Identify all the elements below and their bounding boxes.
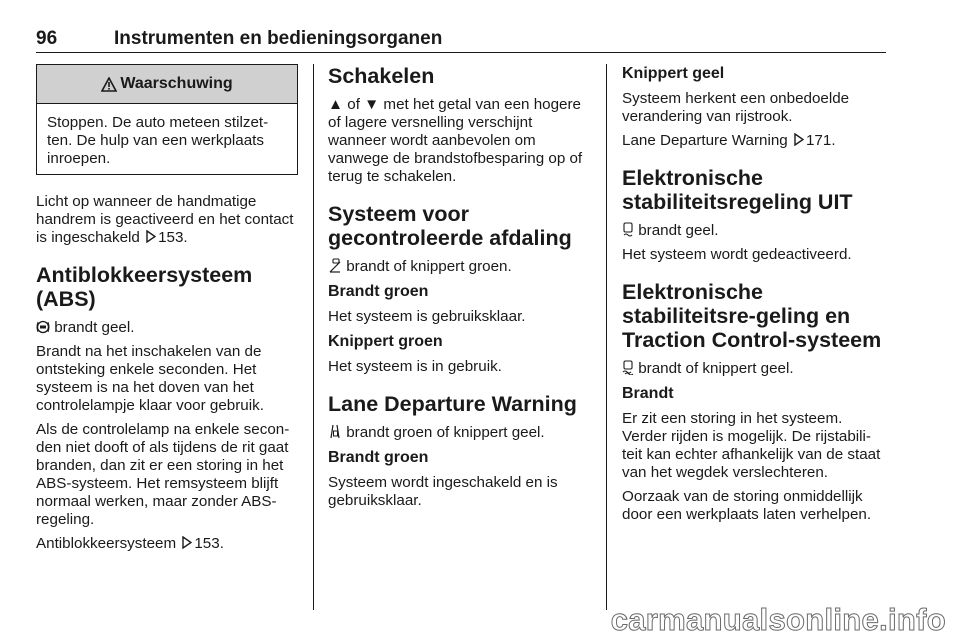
descent-active-text: Het systeem is in gebruik. bbox=[328, 358, 502, 375]
ldw-reference-paragraph bbox=[622, 132, 888, 150]
ldw-change-text: Systeem herkent een onbedoelde verandering van rijstrook. bbox=[622, 90, 850, 125]
warning-body bbox=[37, 104, 297, 174]
esc-off-lamp-text: brandt geel. bbox=[638, 222, 719, 239]
abs-lamp-paragraph bbox=[36, 319, 299, 337]
page-reference-icon bbox=[794, 133, 804, 146]
warning-box bbox=[36, 64, 298, 175]
esc-brandt-label: Brandt bbox=[622, 385, 674, 402]
schakelen-text: of ▼ met het getal van een hogere of lagere versnelling verschijnt wanneer wordt aanbevolen om vanwege de brandstofbesparing op of terug te schakelen. bbox=[328, 96, 583, 185]
warning-text: Stoppen. De auto meteen stilzet-ten. De hulp van een werkplaats inroepen. bbox=[47, 114, 269, 167]
schakelen-paragraph bbox=[328, 96, 593, 186]
shift-up-arrow-icon: ▲ bbox=[328, 96, 344, 113]
esc-traction-control-icon bbox=[622, 360, 634, 375]
ldw-reference: 171. bbox=[805, 132, 836, 149]
ldw-brandt-groen-label: Brandt groen bbox=[328, 449, 429, 466]
column-1 bbox=[36, 64, 299, 559]
descent-lamp-paragraph bbox=[328, 258, 593, 276]
watermark: carmanualsonline.info bbox=[610, 602, 946, 637]
ldw-lamp-text: brandt groen of knippert geel. bbox=[346, 424, 545, 441]
esc-off-lamp-paragraph bbox=[622, 222, 888, 240]
esc-repair-text: Oorzaak van de storing onmiddellijk door een werkplaats laten verhelpen. bbox=[622, 488, 872, 523]
column-divider bbox=[313, 64, 314, 610]
handbrake-paragraph bbox=[36, 193, 299, 247]
descent-on-text: Het systeem is gebruiksklaar. bbox=[328, 308, 526, 325]
hill-descent-icon bbox=[328, 258, 342, 273]
descent-knippert-groen-label: Knippert groen bbox=[328, 333, 443, 350]
warning-title: Waarschuwing bbox=[120, 75, 233, 92]
ldw-reference-text: Lane Departure Warning bbox=[622, 132, 788, 149]
ldw-knippert-geel-label: Knippert geel bbox=[622, 65, 725, 82]
running-title: Instrumenten en bedieningsorganen bbox=[114, 28, 443, 49]
abs-paragraph-2: Als de controlelamp na enkele secon-den niet dooft of als tijdens de rit gaat branden, dan zit er een storing in het ABS-systeem. Het remsysteem blijft normaal werken, maar zonder ABS-regeling. bbox=[36, 421, 290, 528]
column-3 bbox=[622, 64, 888, 530]
handbrake-reference: 153. bbox=[158, 229, 188, 246]
abs-heading: Antiblokkeersysteem (ABS) bbox=[36, 263, 253, 311]
esc-tc-lamp-text: brandt of knippert geel. bbox=[638, 360, 794, 377]
abs-reference-paragraph bbox=[36, 535, 299, 553]
handbrake-text: Licht op wanneer de handmatige handrem is geactiveerd en het contact is ingeschakeld bbox=[36, 193, 294, 246]
page-header bbox=[36, 28, 886, 53]
warning-triangle-icon bbox=[101, 77, 117, 92]
esc-off-heading: Elektronische stabiliteitsregeling UIT bbox=[622, 166, 853, 214]
ldw-heading: Lane Departure Warning bbox=[328, 392, 577, 416]
abs-paragraph-1: Brandt na het inschakelen van de ontsteking enkele seconden. Het systeem is na het doven van het controlelampje klaar voor gebruik. bbox=[36, 343, 264, 414]
schakelen-heading: Schakelen bbox=[328, 64, 435, 88]
column-2 bbox=[328, 64, 593, 516]
descent-heading: Systeem voor gecontroleerde afdaling bbox=[328, 202, 572, 250]
column-divider bbox=[606, 64, 607, 610]
descent-brandt-groen-label: Brandt groen bbox=[328, 283, 429, 300]
abs-reference: 153. bbox=[194, 535, 224, 552]
lane-departure-icon bbox=[328, 424, 342, 439]
descent-lamp-text: brandt of knippert groen. bbox=[346, 258, 512, 275]
esc-fault-text: Er zit een storing in het systeem. Verder rijden is mogelijk. De rijstabili-teit kan echter afhankelijk van de staat van het wegdek verslechteren. bbox=[622, 410, 881, 481]
esc-off-text: Het systeem wordt gedeactiveerd. bbox=[622, 246, 852, 263]
abs-lamp-text: brandt geel. bbox=[54, 319, 135, 336]
page-reference-icon bbox=[146, 230, 156, 243]
warning-header bbox=[37, 65, 297, 104]
ldw-lamp-paragraph bbox=[328, 424, 593, 442]
abs-reference-text: Antiblokkeersysteem bbox=[36, 535, 177, 552]
abs-lamp-icon bbox=[36, 320, 50, 334]
esc-off-icon bbox=[622, 222, 634, 237]
esc-tc-lamp-paragraph bbox=[622, 360, 888, 378]
page-reference-icon bbox=[182, 536, 192, 549]
page-number: 96 bbox=[36, 28, 58, 49]
ldw-on-text: Systeem wordt ingeschakeld en is gebruiksklaar. bbox=[328, 474, 558, 509]
esc-tc-heading: Elektronische stabiliteitsre-geling en Traction Control-systeem bbox=[622, 280, 882, 352]
